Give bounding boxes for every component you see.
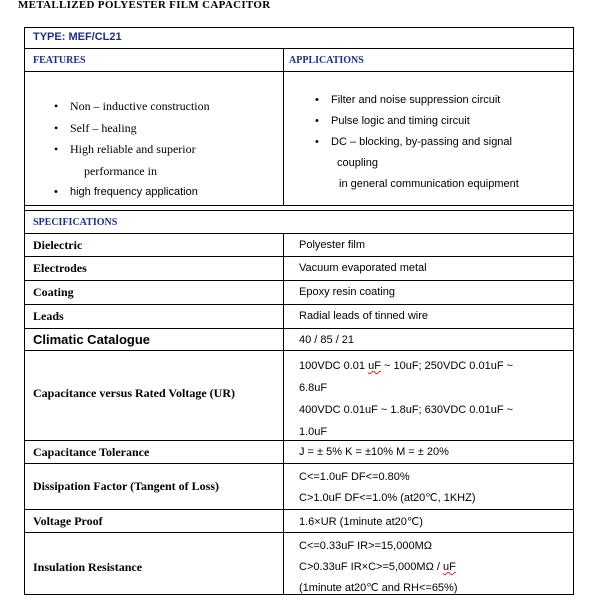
list-item: • Self – healing bbox=[52, 118, 210, 140]
dissipation-value: C<=1.0uF DF<=0.80% C>1.0uF DF<=1.0% (at20℃, 1KHZ) bbox=[299, 471, 476, 504]
bullet-icon: • bbox=[315, 94, 319, 106]
list-item: • DC – blocking, by-passing and signal bbox=[313, 132, 519, 153]
list-item: coupling bbox=[337, 157, 378, 169]
applications-list bbox=[313, 90, 519, 195]
list-item: • Pulse logic and timing circuit bbox=[313, 111, 519, 132]
divider bbox=[25, 532, 573, 533]
leads-value: Radial leads of tinned wire bbox=[299, 310, 429, 322]
bullet-icon: • bbox=[54, 142, 59, 156]
divider bbox=[25, 509, 573, 510]
divider bbox=[25, 280, 573, 281]
electrodes-label: Electrodes bbox=[33, 261, 87, 275]
document-title: METALLIZED POLYESTER FILM CAPACITOR bbox=[18, 0, 271, 11]
applications-header: APPLICATIONS bbox=[289, 55, 364, 66]
divider bbox=[25, 205, 573, 206]
specifications-header: SPECIFICATIONS bbox=[33, 217, 118, 228]
capacitance-value: 100VDC 0.01 uF ~ 10uF; 250VDC 0.01uF ~ 6.8uF 400VDC 0.01uF ~ 1.8uF; 630VDC 0.01uF ~ 1.0uF bbox=[299, 360, 514, 438]
divider bbox=[25, 328, 573, 329]
bullet-icon: • bbox=[315, 136, 319, 148]
type-label: TYPE: MEF/CL21 bbox=[33, 31, 122, 43]
electrodes-value: Vacuum evaporated metal bbox=[299, 262, 427, 274]
bullet-icon: • bbox=[54, 120, 59, 135]
list-item: in general communication equipment bbox=[339, 178, 519, 190]
divider bbox=[25, 71, 573, 72]
dielectric-value: Polyester film bbox=[299, 239, 366, 251]
leads-label: Leads bbox=[33, 309, 64, 323]
tolerance-label: Capacitance Tolerance bbox=[33, 445, 150, 459]
list-item: • high frequency application bbox=[52, 182, 210, 204]
voltage-proof-value: 1.6×UR (1minute at20℃) bbox=[299, 516, 423, 528]
tolerance-value: J = ± 5% K = ±10% M = ± 20% bbox=[299, 446, 449, 458]
divider bbox=[25, 440, 573, 441]
capacitance-label: Capacitance versus Rated Voltage (UR) bbox=[33, 386, 235, 400]
features-header: FEATURES bbox=[33, 55, 86, 66]
bullet-icon: • bbox=[54, 99, 59, 113]
divider bbox=[25, 48, 573, 49]
bullet-icon: • bbox=[54, 186, 58, 198]
list-item: • Filter and noise suppression circuit bbox=[313, 90, 519, 111]
divider bbox=[25, 463, 573, 464]
climatic-value: 40 / 85 / 21 bbox=[299, 334, 355, 346]
climatic-label: Climatic Catalogue bbox=[33, 332, 151, 347]
dissipation-label: Dissipation Factor (Tangent of Loss) bbox=[33, 479, 220, 493]
coating-label: Coating bbox=[33, 285, 74, 299]
coating-value: Epoxy resin coating bbox=[299, 286, 395, 298]
bullet-icon: • bbox=[315, 115, 319, 127]
column-divider bbox=[283, 233, 284, 595]
dielectric-label: Dielectric bbox=[33, 238, 83, 252]
list-item: • High reliable and superior bbox=[52, 139, 210, 161]
insulation-label: Insulation Resistance bbox=[33, 560, 143, 574]
insulation-value: C<=0.33uF IR>=15,000MΩ C>0.33uF IR×C>=5,000MΩ / uF (1minute at20℃ and RH<=65%) bbox=[299, 540, 458, 594]
divider bbox=[25, 256, 573, 257]
divider bbox=[25, 210, 573, 211]
divider bbox=[25, 233, 573, 234]
voltage-proof-label: Voltage Proof bbox=[33, 514, 103, 528]
divider bbox=[25, 350, 573, 351]
spec-sheet-table bbox=[24, 27, 574, 595]
list-item: • Non – inductive construction bbox=[52, 96, 210, 118]
column-divider bbox=[283, 48, 284, 205]
divider bbox=[25, 304, 573, 305]
list-item: performance in bbox=[84, 163, 157, 178]
features-list bbox=[52, 96, 210, 204]
